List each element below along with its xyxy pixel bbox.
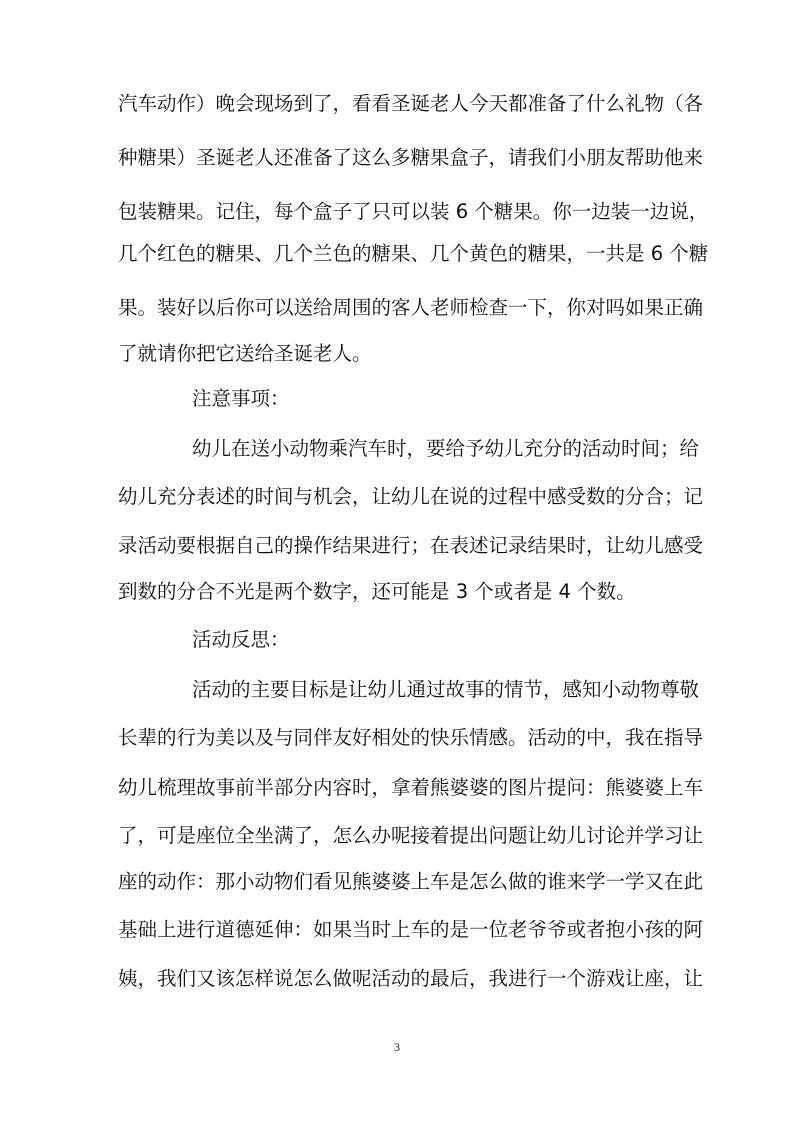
- body-text-line: 幼儿在送小动物乘汽车时，要给予幼儿充分的活动时间；给: [192, 437, 700, 460]
- body-text-line: 座的动作：那小动物们看见熊婆婆上车是怎么做的谁来学一学又在此: [118, 870, 704, 893]
- body-text-line: 活动的主要目标是让幼儿通过故事的情节，感知小动物尊敬: [192, 678, 700, 701]
- body-text-line: 了，可是座位全坐满了，怎么办呢接着提出问题让幼儿讨论并学习让: [118, 824, 704, 847]
- section-heading-reflection: 活动反思：: [192, 628, 290, 651]
- page-number: 3: [394, 1040, 400, 1054]
- body-text-line: 几个红色的糖果、几个兰色的糖果、几个黄色的糖果，一共是 6 个糖: [118, 242, 709, 265]
- body-text-line: 汽车动作）晚会现场到了，看看圣诞老人今天都准备了什么礼物（各: [118, 92, 704, 115]
- body-text-line: 长辈的行为美以及与同伴友好相处的快乐情感。活动的中，我在指导: [118, 726, 704, 749]
- section-heading-notes: 注意事项：: [192, 387, 290, 410]
- body-text-line: 包装糖果。记住，每个盒子了只可以装 6 个糖果。你一边装一边说，: [118, 200, 709, 223]
- body-text-line: 到数的分合不光是两个数字，还可能是 3 个或者是 4 个数。: [118, 580, 636, 603]
- body-text-line: 姨，我们又该怎样说怎么做呢活动的最后，我进行一个游戏让座，让: [118, 967, 704, 990]
- body-text-line: 幼儿梳理故事前半部分内容时，拿着熊婆婆的图片提问：熊婆婆上车: [118, 776, 704, 799]
- body-text-line: 了就请你把它送给圣诞老人。: [118, 342, 372, 365]
- body-text-line: 种糖果）圣诞老人还准备了这么多糖果盒子，请我们小朋友帮助他来: [118, 146, 704, 169]
- body-text-line: 基础上进行道德延伸：如果当时上车的是一位老爷爷或者抱小孩的阿: [118, 918, 704, 941]
- body-text-line: 幼儿充分表述的时间与机会，让幼儿在说的过程中感受数的分合；记: [118, 485, 704, 508]
- body-text-line: 录活动要根据自己的操作结果进行；在表述记录结果时，让幼儿感受: [118, 534, 704, 557]
- body-text-line: 果。装好以后你可以送给周围的客人老师检查一下，你对吗如果正确: [118, 296, 704, 319]
